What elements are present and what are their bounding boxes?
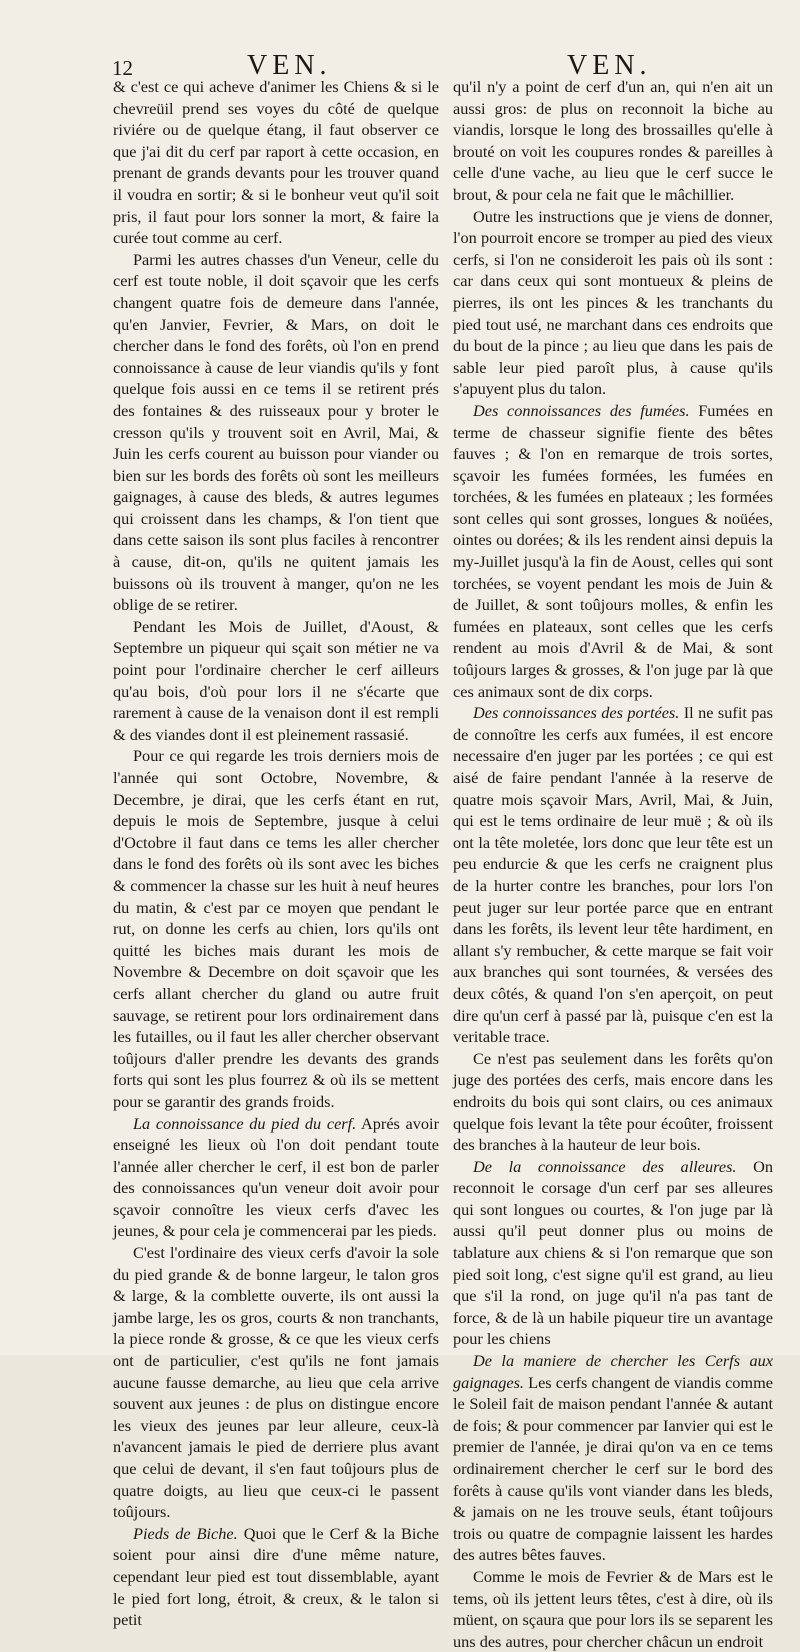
right-column [453, 76, 773, 1652]
paragraph-text: Aprés avoir enseigné les lieux où l'on doit pendant toute l'année aller chercher le cerf, il est bon de parler des connoissances qu'un veneur doit avoir pour sçavoir connoître les vieux cerfs d'avec les jeunes, & pour cela je commencerai par les pieds. [113, 1113, 440, 1241]
paragraph [453, 1048, 773, 1156]
paragraph [453, 1350, 773, 1566]
paragraph-text: Il ne sufit pas de connoître les cerfs aux fumées, il est encore necessaire d'en juger par les portées ; ce qui est aisé de faire pendant l'année à la reserve de quatre mois sçavoir Mars, Avril, Mai, & Juin, qui est le tems ordinaire de leur muë ; & où ils ont la tête moletée, lors donc que leur tête est un peu endurcie & que les cerfs ne craignent plus de la hurter contre les branches, pour lors l'on peut juger sur leur portée parce que en entrant dans les forêts, ils levent leur tête hardiment, en allant s'y rembucher, & cette marque se fait voir aux branches qui sont tournées, & versées des deux côtés, & quand l'on s'en aperçoit, on peut dire qu'un cerf à passé par là, puisque c'en est la veritable trace. [453, 703, 773, 1047]
paragraph-text: Quoi que le Cerf & la Biche soient pour ainsi dire d'une même nature, cependant leur pied est tout dissemblable, ayant le pied fort long, étroit, & creux, & le talon si petit [113, 1523, 439, 1630]
paragraph [453, 1566, 773, 1652]
paragraph [113, 1523, 439, 1631]
paragraph [453, 702, 773, 1048]
paragraph-text: Pendant les Mois de Juillet, d'Aoust, & Septembre un piqueur qui sçait son métier ne va point pour l'ordinaire chercher le cerf ailleurs qu'au bois, d'où pour lors il ne s'écarte que rarement à cause de la venaison dont il est rempli & des viandes dont il est pleinement rassasié. [113, 616, 439, 744]
running-head-left: VEN. [247, 50, 332, 81]
paragraph [113, 1113, 439, 1243]
rubric: De la maniere de chercher les Cerfs aux gaignages. [453, 1351, 773, 1392]
rubric: La connoissance du pied du cerf. [133, 1113, 357, 1133]
paragraph-text: & c'est ce qui acheve d'animer les Chiens & si le chevreüil prend ses voyes du côté de quelque riviére ou de quelque étang, il faut observer ce que j'ai dit du cerf par raport à cette occasion, en prenant de grands devants pour les trouver quand il voudra en sortir; & si le bonheur veut qu'il soit pris, il faut pour lors sonner la mort, & faire la curée tout comme au cerf. [113, 77, 439, 248]
paragraph [453, 76, 773, 206]
rubric: De la connoissance des alleures. [473, 1156, 737, 1176]
paragraph-text: Comme le mois de Fevrier & de Mars est le tems, où ils jettent leurs têtes, c'est à dire, où ils müent, on sçaura que pour lors ils se separent les uns des autres, pour chercher châcun un endroit [453, 1566, 773, 1651]
left-column [113, 76, 439, 1631]
paragraph-text: Les cerfs changent de viandis comme le Soleil fait de maison pendant l'année & autant de fois; & pour commencer par Ianvier qui est le premier de l'année, je dirai qu'on va en ce tems ordinairement chercher le cerf sur le bord des forêts à cause qu'ils vont viander dans les bleds, & jamais on ne les trouve seuls, étant toûjours trois ou quatre de compagnie laissent les hardes des autres bêtes fauves. [453, 1372, 773, 1565]
paragraph [113, 745, 439, 1112]
rubric: Pieds de Biche. [133, 1523, 238, 1543]
paragraph-text: Pour ce qui regarde les trois derniers mois de l'année qui sont Octobre, Novembre, & Decembre, je dirai, que les cerfs étant en rut, depuis le mois de Septembre, jusque à celui d'Octobre il faut dans ce tems les aller chercher dans le fond des forêts où ils sont avec les biches & commencer la chasse sur les huit à neuf heures du matin, & c'est par ce moyen que pendant le rut, on donne les cerfs au chien, lors qu'ils ont quitté les biches mais durant les mois de Novembre & Decembre on doit sçavoir que les cerfs allant chercher du gland ou autre fruit sauvage, se retirent pour lors ordinairement dans les futailles, ou il faut les aller chercher observant toûjours d'aller prendre les devants des grands forts qui sont les plus fourrez & où ils se mettent pour se garantir des grands froids. [113, 746, 439, 1111]
paragraph-text: Outre les instructions que je viens de donner, l'on pourroit encore se tromper au pied des vieux cerfs, si l'on ne consideroit les pais où ils sont : car dans ceux qui sont montueux & pleins de pierres, ils ont les pinces & les tranchants du pied tout usé, ne marchant dans ces endroits que du bout de la pince ; au lieu que dans les pais de sable leur pied paroît plus, à cause qu'ils s'apuyent plus du talon. [453, 206, 773, 399]
running-head-right: VEN. [567, 50, 652, 81]
paragraph-text: qu'il n'y a point de cerf d'un an, qui n'en ait un aussi gros: de plus on reconnoit la biche au viandis, lorsque le long des brossailles qu'elle à brouté on voit les coupures rondes & pareilles à celle d'une vache, au lieu que le cerf succe le brout, & pour cela ne fait que le mâchillier. [453, 77, 773, 204]
paragraph-text: On reconnoit le corsage d'un cerf par ses alleures qui sont longues ou courtes, & l'on juge par là aussi qu'il peut donner plus ou moins de tablature aux chiens & si l'on remarque que son pied soit long, c'est signe qu'il est grand, au lieu que s'il la rond, on juge qu'il n'a pas tant de force, & de là un habile piqueur tire un avantage pour les chiens [453, 1156, 774, 1349]
paragraph [453, 400, 773, 702]
paragraph-text: Fumées en terme de chasseur signifie fiente des bêtes fauves ; & l'on en remarque de trois sortes, sçavoir les fumées formées, les fumées en torchées, & les fumées en plateaux ; les formées sont celles qui sont grosses, longues & noüées, ointes ou dorées; & ils les rendent ainsi depuis la my-Juillet jusqu'à la fin de Aoust, celles qui sont torchées, se voyent pendant les mois de Juin & de Juillet, & sont toûjours molles, & enfin les fumées en plateaux, sont celles que les cerfs rendent au mois d'Avril & de Mai, & sont toûjours larges & grosses, & l'on juge par là que ces animaux sont de dix corps. [453, 400, 773, 701]
paragraph [453, 1156, 773, 1350]
paragraph [113, 249, 439, 616]
page-number: 12 [112, 56, 133, 80]
paragraph-text: Parmi les autres chasses d'un Veneur, celle du cerf est toute noble, il doit sçavoir que les cerfs changent quatre fois de demeure dans l'année, qu'en Janvier, Fevrier, & Mars, on doit le chercher dans le fond des forêts, où l'on en prend connoissance à cause de leur viandis qu'ils y font quelque fois aussi en ce tems il se retirent prés des fontaines & des ruisseaux pour y broter le cresson qu'ils y trouvent soit en Avril, Mai, & Juin les cerfs courent au buisson pour viander ou bien sur les bords des forêts où sont les meilleurs gaignages, à cause des bleds, & autres legumes qui croissent dans les champs, & l'on tient que dans cette saison ils sont plus faciles à rencontrer à cause, dit-on, qu'ils ne quitent jamais les buissons où ils trouvent à manger, qu'on ne les oblige de se retirer. [113, 249, 439, 615]
paragraph [113, 616, 439, 746]
rubric: Des connoissances des fumées. [473, 400, 690, 420]
paragraph-text: C'est l'ordinaire des vieux cerfs d'avoir la sole du pied grande & de bonne largeur, le talon gros & large, & la comblette ouverte, ils ont aussi la jambe large, les os gros, courts & non tranchants, la piece ronde & grosse, & ce que les vieux cerfs ont de particulier, c'est qu'ils ne font jamais aucune fausse demarche, au lieu que cela arrive souvent aux jeunes : de plus on distingue encore les vieux des jeunes par leur alleure, ceux-là n'avancent jamais le pied de derriere plus avant que celui de devant, il s'en faut toûjours plus de quatre doigts, au lieu que ceux-ci le passent toûjours. [113, 1243, 439, 1522]
rubric: Des connoissances des portées. [473, 703, 680, 723]
paragraph [113, 76, 439, 249]
paragraph-text: Ce n'est pas seulement dans les forêts qu'on juge des portées des cerfs, mais encore dans les endroits du bois qui sont clairs, ou ces animaux quelque fois levant la tête pour écoûter, froissent des branches à la hauteur de leur bois. [453, 1048, 773, 1155]
paragraph [453, 206, 773, 400]
paragraph [113, 1242, 439, 1523]
